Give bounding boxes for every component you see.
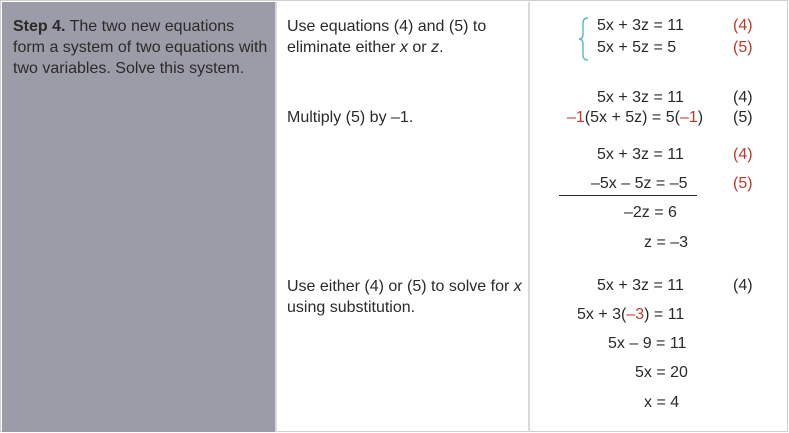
equation-line: 5x = 20 [635,364,688,381]
equation-text: ) = 11 [644,306,685,323]
multiplier: –1 [567,109,585,126]
multiplier: –1 [679,109,698,126]
instruction-text: using substitution. [287,299,416,316]
step-label: Step 4. [13,18,66,35]
equation-line: 5x – 9 = 11 [608,335,687,352]
instruction-eliminate [287,16,523,58]
equation-tag-4: (4) [733,89,753,106]
equation-text: (5x + 5z) = 5( [584,109,680,126]
instruction-text: or [407,39,432,56]
equation-tag-4: (4) [733,277,753,294]
sum-rule [559,195,697,196]
equation-line: –5x – 5z = –5 [591,175,688,192]
instruction-text: Use equations (4) and (5) to eliminate either [287,18,487,56]
equation-line: 5x + 3z = 11 [597,277,684,294]
equation-tag-4: (4) [733,17,753,34]
instruction-substitute [287,276,523,318]
equation-line: x = 4 [644,394,680,411]
equation-tag-5: (5) [733,175,753,192]
step-description [13,16,268,79]
equation-line: z = –3 [644,234,689,251]
substituted-equation [577,305,684,325]
equation-tag-5: (5) [733,109,753,126]
column-divider-2 [528,2,530,432]
variable-z: z [431,39,440,56]
equation-line: –2z = 6 [624,204,677,221]
variable-x: x [513,278,522,295]
column-divider-1 [275,2,277,432]
system-equation-5: 5x + 5z = 5 [597,39,677,56]
equation-text: 5x + 3( [577,306,627,323]
substituted-value: –3 [626,306,645,323]
instruction-multiply: Multiply (5) by –1. [287,109,414,126]
brace-icon [579,17,589,61]
instruction-text: Use either (4) or (5) to solve for [287,278,514,295]
equation-line: 5x + 3z = 11 [597,89,684,106]
system-equation-4: 5x + 3z = 11 [597,17,684,34]
instruction-text: . [439,39,444,56]
step-text: The two new equations form a system of two equations with two variables. Solve this system. [13,18,268,77]
equation-line: 5x + 3z = 11 [597,146,684,163]
equation-tag-5: (5) [733,39,753,56]
equation-tag-4: (4) [733,146,753,163]
multiplied-equation [567,108,703,128]
equation-text: ) [697,109,704,126]
variable-x: x [399,39,408,56]
